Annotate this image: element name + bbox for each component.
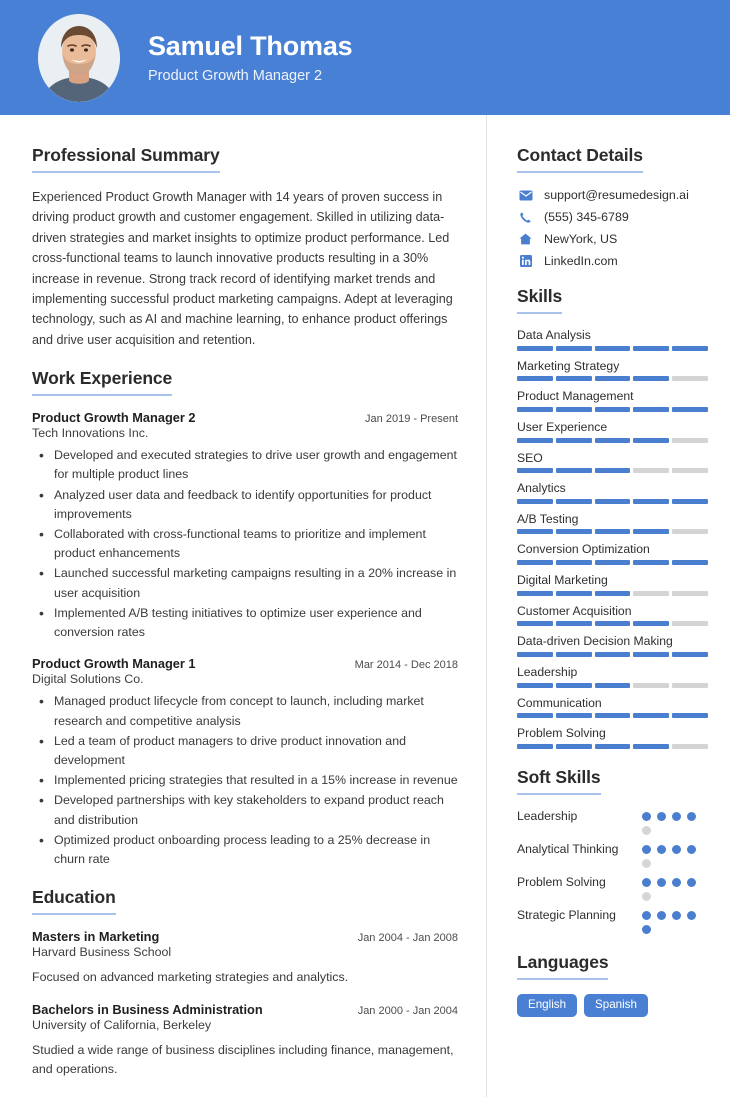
skill-segment xyxy=(556,468,592,473)
skill-segment xyxy=(672,591,708,596)
soft-skill-dot xyxy=(672,812,681,821)
skill-segment xyxy=(633,683,669,688)
skill-item xyxy=(517,359,708,382)
skill-segment xyxy=(556,346,592,351)
skill-rating-bar xyxy=(517,560,708,565)
skill-segment xyxy=(517,499,553,504)
skill-segment xyxy=(517,376,553,381)
languages-list xyxy=(517,994,708,1017)
skill-item xyxy=(517,512,708,535)
language-chip: Spanish xyxy=(584,994,648,1017)
skill-item xyxy=(517,665,708,688)
work-entry xyxy=(32,410,458,642)
skill-segment xyxy=(595,621,631,626)
skill-segment xyxy=(672,560,708,565)
header-text-block xyxy=(148,31,352,83)
skill-segment xyxy=(556,529,592,534)
soft-skill-label: Strategic Planning xyxy=(517,907,616,922)
soft-skill-dot xyxy=(642,812,651,821)
skill-segment xyxy=(633,499,669,504)
skill-label: Leadership xyxy=(517,665,578,680)
section-contact-details xyxy=(517,145,708,268)
skill-segment xyxy=(595,591,631,596)
envelope-icon xyxy=(517,190,534,201)
skill-segment xyxy=(595,744,631,749)
skill-label: Data-driven Decision Making xyxy=(517,634,673,649)
skill-label: Analytics xyxy=(517,481,566,496)
work-entry xyxy=(32,656,458,869)
skill-segment xyxy=(595,346,631,351)
skill-segment xyxy=(633,621,669,626)
skill-segment xyxy=(595,438,631,443)
skill-segment xyxy=(672,499,708,504)
skill-segment xyxy=(595,468,631,473)
skill-segment xyxy=(517,346,553,351)
work-bullet: • Managed product lifecycle from concept to launch, including market research and competitive analysis xyxy=(52,692,458,730)
work-date: Mar 2014 - Dec 2018 xyxy=(354,659,458,672)
skill-rating-bar xyxy=(517,376,708,381)
work-bullet: • Developed and executed strategies to drive user growth and engagement for multiple product lines xyxy=(52,446,458,484)
soft-skill-dot xyxy=(657,911,666,920)
skill-segment xyxy=(595,683,631,688)
soft-skill-label: Problem Solving xyxy=(517,874,606,889)
skill-segment xyxy=(672,376,708,381)
work-bullet: • Developed partnerships with key stakeholders to expand product reach and distribution xyxy=(52,791,458,829)
skill-rating-bar xyxy=(517,652,708,657)
soft-skill-dot xyxy=(657,812,666,821)
section-heading-work: Work Experience xyxy=(32,368,172,396)
skill-segment xyxy=(595,652,631,657)
contact-item-location[interactable] xyxy=(517,232,708,246)
skill-segment xyxy=(633,529,669,534)
contact-item-email[interactable] xyxy=(517,188,708,202)
resume-body xyxy=(0,115,730,1097)
section-soft-skills xyxy=(517,767,708,934)
education-entry xyxy=(32,929,458,987)
education-school: University of California, Berkeley xyxy=(32,1017,212,1032)
contact-email-value: support@resumedesign.ai xyxy=(544,188,689,202)
section-education xyxy=(32,887,458,1079)
skill-item xyxy=(517,573,708,596)
contact-location-value: NewYork, US xyxy=(544,232,618,246)
work-bullet: • Implemented A/B testing initiatives to optimize user experience and conversion rates xyxy=(52,604,458,642)
skill-segment xyxy=(556,499,592,504)
skill-segment xyxy=(672,683,708,688)
skill-label: Communication xyxy=(517,695,602,710)
skill-segment xyxy=(595,713,631,718)
skill-item xyxy=(517,726,708,749)
skills-list xyxy=(517,328,708,749)
soft-skills-list xyxy=(517,808,708,934)
language-chip: English xyxy=(517,994,577,1017)
skill-rating-bar xyxy=(517,591,708,596)
work-date: Jan 2019 - Present xyxy=(365,413,458,426)
soft-skill-dot xyxy=(642,845,651,854)
soft-skill-dot xyxy=(642,892,651,901)
skill-segment xyxy=(556,407,592,412)
skill-segment xyxy=(595,560,631,565)
summary-text: Experienced Product Growth Manager with 14 years of proven success in driving product growth and customer engagement. Skilled in utilizing data-driven strategies and market insights to optimize product performance. Led cross-functional teams to launch innovative products resulting in a 30% increase in revenue. Strong track record of identifying market trends and implementing successful product marketing campaigns. Adept at leveraging technology, such as AI and machine learning, to enhance product offerings and drive user acquisition and retention. xyxy=(32,190,453,347)
skill-segment xyxy=(556,376,592,381)
skill-segment xyxy=(556,560,592,565)
section-heading-skills: Skills xyxy=(517,286,562,314)
soft-skill-dot xyxy=(642,911,651,920)
skill-segment xyxy=(633,468,669,473)
soft-skill-rating-dots xyxy=(642,907,708,934)
skill-segment xyxy=(556,591,592,596)
skill-segment xyxy=(633,560,669,565)
work-bullet: • Analyzed user data and feedback to identify opportunities for product improvements xyxy=(52,486,458,524)
soft-skill-rating-dots xyxy=(642,841,708,868)
skill-segment xyxy=(517,468,553,473)
skill-segment xyxy=(556,438,592,443)
skill-segment xyxy=(556,713,592,718)
section-heading-summary: Professional Summary xyxy=(32,145,220,173)
soft-skill-dot xyxy=(657,845,666,854)
skill-segment xyxy=(672,621,708,626)
skill-segment xyxy=(672,438,708,443)
skill-rating-bar xyxy=(517,744,708,749)
soft-skill-dot xyxy=(672,878,681,887)
skill-segment xyxy=(672,346,708,351)
skill-segment xyxy=(556,621,592,626)
skill-segment xyxy=(556,652,592,657)
education-description: Studied a wide range of business disciplines including finance, management, and operations. xyxy=(32,1042,454,1076)
section-languages xyxy=(517,952,708,1017)
section-professional-summary xyxy=(32,145,458,350)
soft-skill-label: Leadership xyxy=(517,808,578,823)
skill-segment xyxy=(517,744,553,749)
work-role: Product Growth Manager 1 xyxy=(32,656,196,672)
soft-skill-item xyxy=(517,874,708,901)
soft-skill-item xyxy=(517,841,708,868)
soft-skill-dot xyxy=(642,925,651,934)
phone-icon xyxy=(517,211,534,224)
section-heading-contact: Contact Details xyxy=(517,145,643,173)
skill-segment xyxy=(672,652,708,657)
skill-label: User Experience xyxy=(517,419,608,434)
page-title: Samuel Thomas xyxy=(148,31,353,62)
skill-rating-bar xyxy=(517,683,708,688)
education-entry xyxy=(32,1002,458,1079)
work-company: Digital Solutions Co. xyxy=(32,672,144,687)
skill-segment xyxy=(517,621,553,626)
skill-label: Digital Marketing xyxy=(517,573,608,588)
skill-segment xyxy=(672,529,708,534)
soft-skill-dot xyxy=(642,826,651,835)
skill-item xyxy=(517,604,708,627)
section-heading-education: Education xyxy=(32,887,116,915)
skill-segment xyxy=(633,591,669,596)
work-role: Product Growth Manager 2 xyxy=(32,410,196,426)
skill-segment xyxy=(633,438,669,443)
skill-segment xyxy=(672,713,708,718)
skill-segment xyxy=(595,376,631,381)
contact-list xyxy=(517,188,708,268)
section-skills xyxy=(517,286,708,749)
skill-rating-bar xyxy=(517,438,708,443)
skill-segment xyxy=(517,407,553,412)
work-bullet: • Launched successful marketing campaigns resulting in a 20% increase in user acquisition xyxy=(52,564,458,602)
soft-skill-dot xyxy=(687,812,696,821)
contact-item-linkedin[interactable] xyxy=(517,254,708,268)
skill-rating-bar xyxy=(517,468,708,473)
skill-label: Product Management xyxy=(517,389,634,404)
skill-segment xyxy=(595,407,631,412)
section-heading-soft-skills: Soft Skills xyxy=(517,767,601,795)
soft-skill-rating-dots xyxy=(642,808,708,835)
skill-segment xyxy=(517,652,553,657)
skill-item xyxy=(517,420,708,443)
skill-label: Marketing Strategy xyxy=(517,358,620,373)
skill-item xyxy=(517,696,708,719)
job-title: Product Growth Manager 2 xyxy=(148,67,323,84)
skill-label: A/B Testing xyxy=(517,511,579,526)
work-bullets xyxy=(32,692,458,869)
skill-segment xyxy=(595,499,631,504)
education-description: Focused on advanced marketing strategies and analytics. xyxy=(32,970,349,985)
skill-segment xyxy=(633,744,669,749)
soft-skill-dot xyxy=(642,878,651,887)
resume-header xyxy=(0,0,730,115)
skill-item xyxy=(517,389,708,412)
skill-label: SEO xyxy=(517,450,543,465)
contact-phone-value: (555) 345-6789 xyxy=(544,210,629,224)
skill-segment xyxy=(517,438,553,443)
work-bullet: • Implemented pricing strategies that resulted in a 15% increase in revenue xyxy=(52,771,458,790)
education-date: Jan 2004 - Jan 2008 xyxy=(357,932,458,945)
education-date: Jan 2000 - Jan 2004 xyxy=(357,1004,458,1017)
soft-skill-item xyxy=(517,907,708,934)
skill-segment xyxy=(633,407,669,412)
soft-skill-dot xyxy=(672,911,681,920)
soft-skill-dot xyxy=(687,845,696,854)
linkedin-icon xyxy=(517,255,534,267)
skill-item xyxy=(517,481,708,504)
sidebar-column xyxy=(487,115,730,1097)
education-entry-header xyxy=(32,929,458,944)
skill-label: Customer Acquisition xyxy=(517,603,632,618)
soft-skill-dot xyxy=(687,911,696,920)
home-icon xyxy=(517,233,534,245)
education-degree: Masters in Marketing xyxy=(32,929,160,945)
skill-segment xyxy=(633,346,669,351)
skill-segment xyxy=(517,529,553,534)
skill-item xyxy=(517,542,708,565)
skill-segment xyxy=(556,683,592,688)
skill-item xyxy=(517,328,708,351)
skill-segment xyxy=(633,376,669,381)
skill-label: Conversion Optimization xyxy=(517,542,650,557)
skill-label: Data Analysis xyxy=(517,328,591,342)
skill-segment xyxy=(633,713,669,718)
skill-rating-bar xyxy=(517,346,708,351)
work-bullet: • Collaborated with cross-functional teams to prioritize and implement product enhancements xyxy=(52,525,458,563)
education-entry-header xyxy=(32,1002,458,1017)
skill-segment xyxy=(556,744,592,749)
skill-rating-bar xyxy=(517,407,708,412)
skill-label: Problem Solving xyxy=(517,726,606,741)
soft-skill-dot xyxy=(687,878,696,887)
work-bullets xyxy=(32,446,458,642)
skill-segment xyxy=(517,591,553,596)
work-company: Tech Innovations Inc. xyxy=(32,426,149,441)
skill-segment xyxy=(633,652,669,657)
soft-skill-dot xyxy=(672,845,681,854)
skill-segment xyxy=(517,713,553,718)
main-column xyxy=(0,115,486,1097)
education-degree: Bachelors in Business Administration xyxy=(32,1001,263,1017)
work-entry-header xyxy=(32,410,458,425)
skill-rating-bar xyxy=(517,529,708,534)
soft-skill-rating-dots xyxy=(642,874,708,901)
skill-segment xyxy=(672,407,708,412)
skill-item xyxy=(517,451,708,474)
skill-segment xyxy=(595,529,631,534)
skill-rating-bar xyxy=(517,621,708,626)
skill-segment xyxy=(517,683,553,688)
contact-linkedin-value: LinkedIn.com xyxy=(544,254,618,268)
skill-item xyxy=(517,634,708,657)
skill-segment xyxy=(672,744,708,749)
education-school: Harvard Business School xyxy=(32,945,172,960)
contact-item-phone[interactable] xyxy=(517,210,708,224)
work-bullet: • Led a team of product managers to drive product innovation and development xyxy=(52,732,458,770)
section-heading-languages: Languages xyxy=(517,952,608,980)
skill-segment xyxy=(517,560,553,565)
soft-skill-dot xyxy=(657,878,666,887)
soft-skill-dot xyxy=(642,859,651,868)
skill-rating-bar xyxy=(517,499,708,504)
section-work-experience xyxy=(32,368,458,869)
skill-segment xyxy=(672,468,708,473)
skill-rating-bar xyxy=(517,713,708,718)
avatar xyxy=(38,14,120,102)
work-bullet: • Optimized product onboarding process leading to a 25% decrease in churn rate xyxy=(52,831,458,869)
soft-skill-label: Analytical Thinking xyxy=(517,841,619,856)
work-entry-header xyxy=(32,656,458,671)
soft-skill-item xyxy=(517,808,708,835)
